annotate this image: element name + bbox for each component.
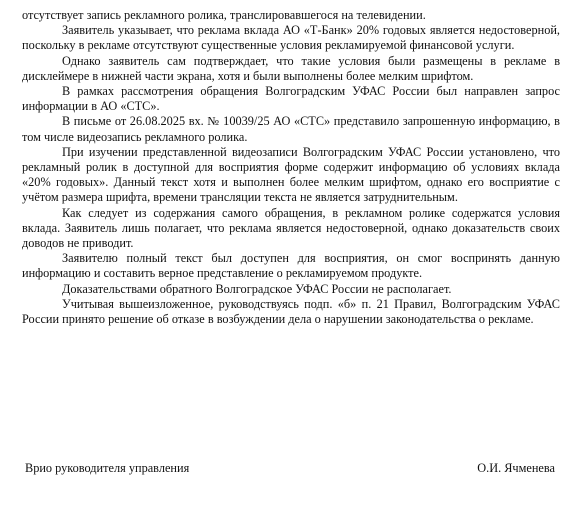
signature-block (25, 461, 555, 477)
paragraph-1: отсутствует запись рекламного ролика, транслировавшегося на телевидении. (22, 8, 426, 22)
paragraph-7: Как следует из содержания самого обращения, в рекламном ролике содержатся условия вклада. Заявитель лишь полагает, что реклама является недостоверной, однако доказательств своих доводов не приводит. (22, 205, 560, 251)
document-body (22, 8, 560, 327)
paragraph-9: Доказательствами обратного Волгоградское УФАС России не располагает. (62, 281, 452, 296)
paragraph-4: В рамках рассмотрения обращения Волгоградским УФАС России был направлен запрос информации в АО «СТС». (22, 84, 560, 114)
paragraph-6: При изучении представленной видеозаписи Волгоградским УФАС России установлено, что рекламный ролик в доступной для восприятия форме содержит информацию об условиях вклада «20% годовых». Данный текст хотя и выполнен более мелким шрифтом, однако его восприятие с учётом размера шрифта, времени трансляции текста не является затруднительным. (22, 144, 560, 205)
paragraph-10: Учитывая вышеизложенное, руководствуясь подп. «б» п. 21 Правил, Волгоградским УФАС России принято решение об отказе в возбуждении дела о нарушении законодательства о рекламе. (22, 296, 560, 327)
paragraph-5: В письме от 26.08.2025 вх. № 10039/25 АО «СТС» представило запрошенную информацию, в том числе видеозапись рекламного ролика. (22, 114, 560, 144)
paragraph-3: Однако заявитель сам подтверждает, что такие условия были размещены в рекламе в дисклеймере в нижней части экрана, хотя и были выполнены более мелким шрифтом. (22, 53, 560, 83)
paragraph-8: Заявителю полный текст был доступен для восприятия, он смог воспринять данную информацию и составить верное представление о рекламируемом продукте. (22, 251, 560, 281)
signatory-role: Врио руководителя управления (25, 461, 190, 475)
paragraph-2: Заявитель указывает, что реклама вклада АО «Т-Банк» 20% годовых является недостоверной, поскольку в рекламе отсутствуют существенные условия рекламируемой финансовой услуги. (22, 23, 560, 53)
signatory-name: О.И. Ячменева (477, 461, 555, 475)
